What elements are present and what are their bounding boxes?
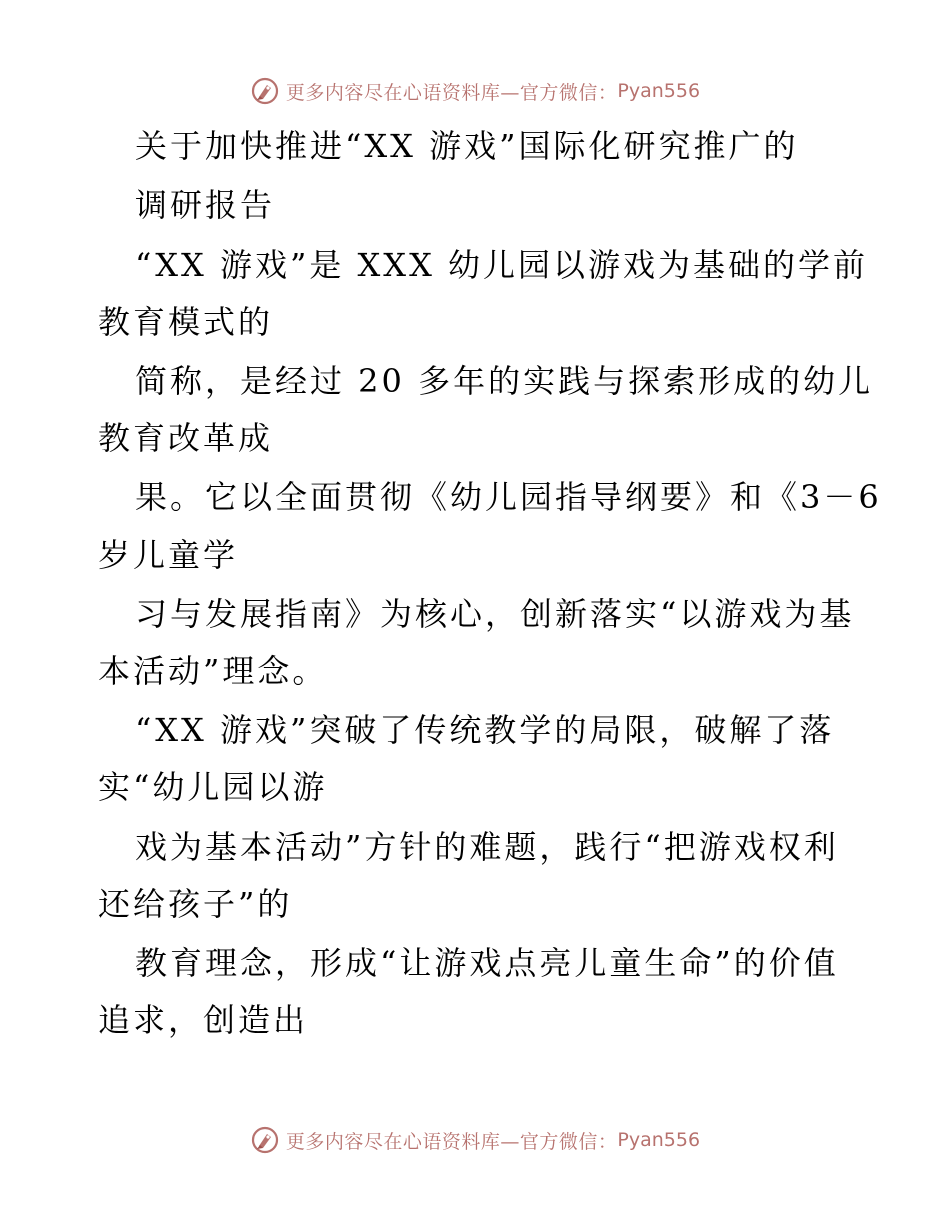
- paragraph-line: 习与发展指南》为核心，创新落实“以游戏为基: [135, 595, 855, 633]
- paragraph-line: “XX 游戏”突破了传统教学的局限，破解了落: [135, 711, 835, 749]
- paragraph-line: 追求，创造出: [98, 1001, 309, 1039]
- watermark-banner-bottom: [0, 1120, 950, 1160]
- paragraph-line: 教育理念，形成“让游戏点亮儿童生命”的价值: [135, 944, 839, 982]
- paragraph-line: “XX 游戏”是 XXX 幼儿园以游戏为基础的学前: [135, 246, 869, 284]
- pen-nib-icon: [250, 1125, 280, 1155]
- watermark-wechat-id: Pyan556: [617, 80, 701, 102]
- paragraph-line: 简称，是经过 20 多年的实践与探索形成的幼儿: [135, 362, 874, 400]
- watermark-text: 更多内容尽在心语资料库—官方微信：: [285, 81, 618, 104]
- title-line-1: 关于加快推进“XX 游戏”国际化研究推广的: [135, 127, 799, 165]
- paragraph-line: 教育改革成: [98, 419, 274, 457]
- paragraph-line: 实“幼儿园以游: [98, 768, 328, 806]
- paragraph-line: 果。它以全面贯彻《幼儿园指导纲要》和《3－6: [135, 478, 882, 516]
- title-line-2: 调研报告: [135, 186, 276, 224]
- paragraph-line: 还给孩子”的: [98, 885, 293, 923]
- watermark-text: 更多内容尽在心语资料库—官方微信：: [285, 1130, 618, 1153]
- pen-nib-icon: [250, 76, 280, 106]
- paragraph-line: 岁儿童学: [98, 536, 239, 574]
- watermark-banner-top: [0, 71, 950, 111]
- paragraph-line: 教育模式的: [98, 303, 274, 341]
- watermark-wechat-id: Pyan556: [617, 1129, 701, 1151]
- paragraph-line: 本活动”理念。: [98, 652, 328, 690]
- paragraph-line: 戏为基本活动”方针的难题，践行“把游戏权利: [135, 828, 839, 866]
